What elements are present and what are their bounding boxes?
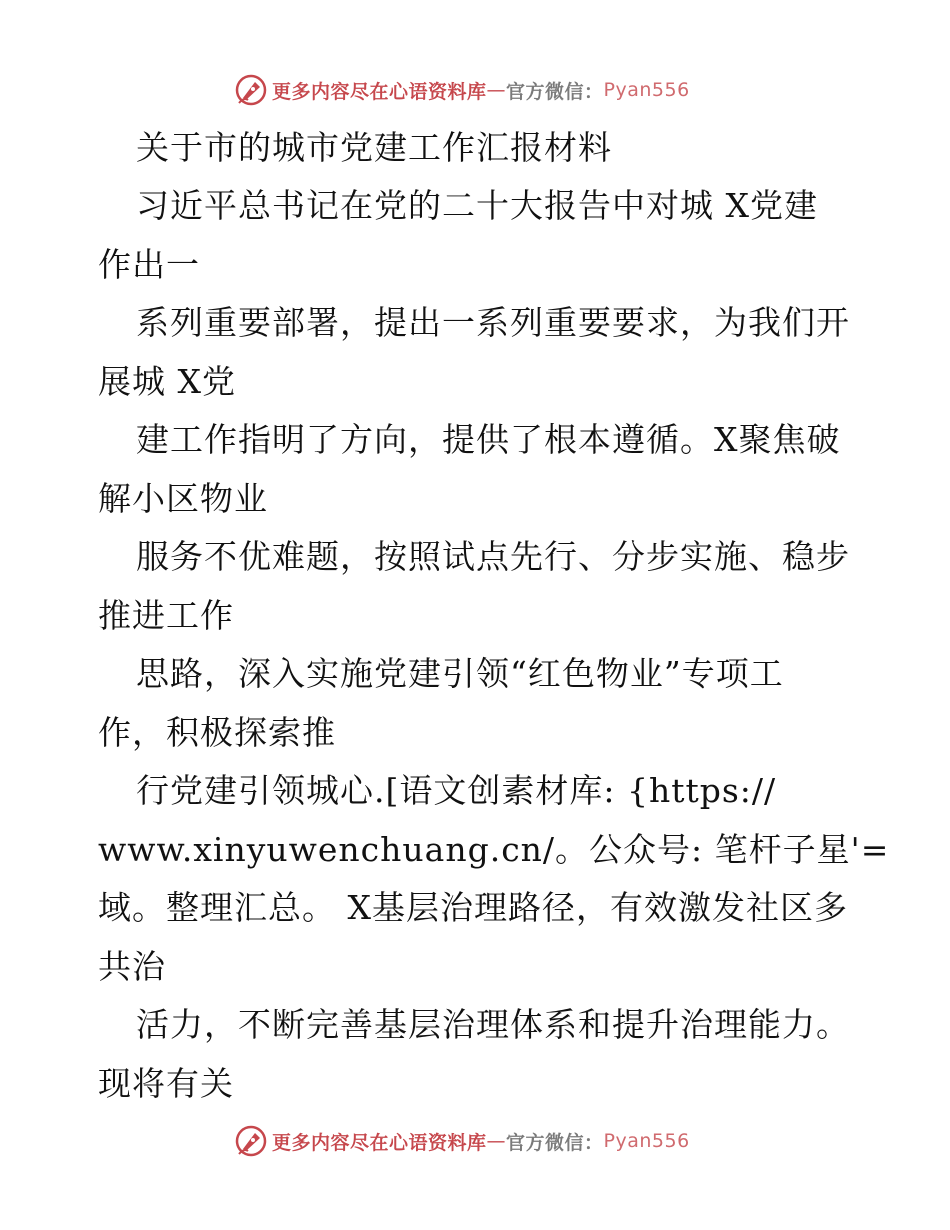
- banner-site-text: 更多内容尽在心语资料库: [272, 80, 487, 103]
- pen-nib-icon: [234, 73, 268, 107]
- banner-wechat-label: 官方微信：: [506, 1131, 604, 1154]
- text-line: 建工作指明了方向，提供了根本遵循。X聚焦破: [136, 420, 841, 459]
- document-title: 关于市的城市党建工作汇报材料: [136, 128, 612, 167]
- text-line: 域。整理汇总。 X基层治理路径，有效激发社区多: [98, 888, 848, 927]
- pen-nib-icon: [234, 1124, 268, 1158]
- banner-wechat-id: Pyan556: [603, 1130, 690, 1152]
- text-line: 现将有关: [98, 1064, 234, 1103]
- banner-site-text: 更多内容尽在心语资料库: [272, 1131, 487, 1154]
- text-line: 行党建引领城心.[语文创素材库: {https://: [136, 771, 777, 810]
- banner-wechat-id: Pyan556: [603, 79, 690, 101]
- text-line: 习近平总书记在党的二十大报告中对城 X党建: [136, 186, 818, 225]
- text-line: 推进工作: [98, 596, 234, 635]
- text-line: 作出一: [98, 245, 200, 284]
- banner-wechat-label: 官方微信：: [506, 80, 604, 103]
- header-banner: [234, 72, 690, 108]
- text-line: 展城 X党: [98, 362, 236, 401]
- text-line: 共治: [98, 947, 166, 986]
- banner-dash: —: [486, 79, 507, 101]
- text-line: 作，积极探索推: [98, 713, 336, 752]
- text-line: www.xinyuwenchuang.cn/。公众号: 笔杆子星'=: [98, 830, 890, 869]
- text-line: 系列重要部署，提出一系列重要要求，为我们开: [136, 303, 850, 342]
- text-line: 服务不优难题，按照试点先行、分步实施、稳步: [136, 537, 850, 576]
- banner-dash: —: [486, 1130, 507, 1152]
- footer-banner: [234, 1123, 690, 1159]
- text-line: 思路，深入实施党建引领“红色物业”专项工: [136, 654, 784, 693]
- text-line: 活力，不断完善基层治理体系和提升治理能力。: [136, 1005, 850, 1044]
- text-line: 解小区物业: [98, 479, 268, 518]
